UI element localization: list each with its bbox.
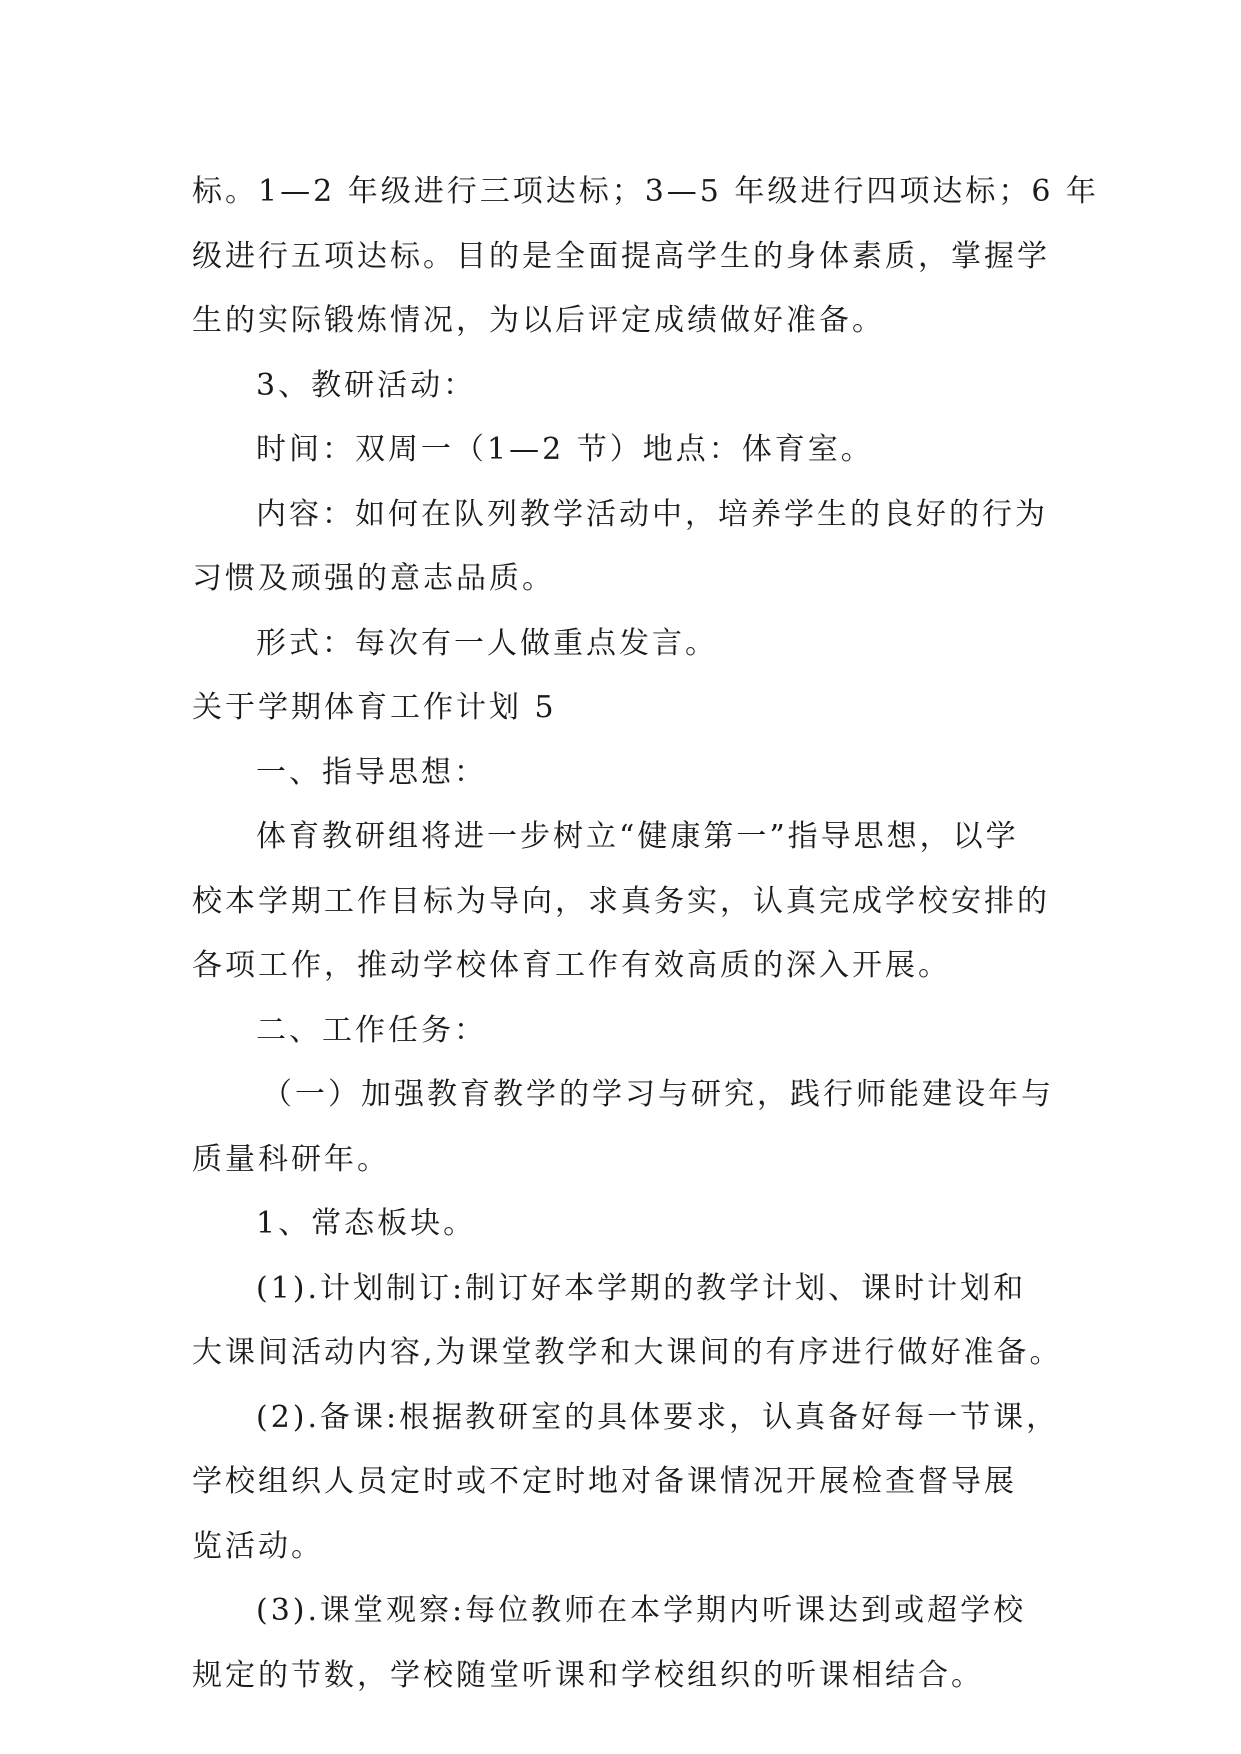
paragraph-line: (3).课堂观察:每位教师在本学期内听课达到或超学校 [256,1593,1027,1628]
paragraph-line: 规定的节数，学校随堂听课和学校组织的听课相结合。 [192,1657,984,1693]
document-title: 关于学期体育工作计划 5 [192,690,557,725]
paragraph-line: 形式：每次有一人做重点发言。 [256,625,718,661]
paragraph-line: 级进行五项达标。目的是全面提高学生的身体素质，掌握学 [192,238,1050,274]
section-heading: 一、指导思想： [256,754,487,790]
paragraph-line: 内容：如何在队列教学活动中，培养学生的良好的行为 [256,496,1048,532]
section-heading: 3、教研活动： [256,367,477,403]
paragraph-line: 校本学期工作目标为导向，求真务实，认真完成学校安排的 [192,883,1050,919]
paragraph-line: 习惯及顽强的意志品质。 [192,561,555,596]
paragraph-line: 览活动。 [192,1528,324,1564]
section-heading: 二、工作任务： [256,1012,487,1048]
paragraph-line: 生的实际锻炼情况，为以后评定成绩做好准备。 [192,303,885,338]
paragraph-line: 各项工作，推动学校体育工作有效高质的深入开展。 [192,948,951,983]
paragraph-line: 学校组织人员定时或不定时地对备课情况开展检查督导展 [192,1464,1017,1499]
document-body [192,160,1100,1708]
paragraph-line: （一）加强教育教学的学习与研究，践行师能建设年与 [262,1077,1054,1112]
paragraph-line: 标。1—2 年级进行三项达标；3—5 年级进行四项达标；6 年 [192,174,1100,209]
section-heading: 1、常态板块。 [256,1206,477,1241]
paragraph-line: (2).备课:根据教研室的具体要求，认真备好每一节课， [256,1399,1060,1435]
paragraph-line: 质量科研年。 [192,1141,390,1177]
paragraph-line: (1).计划制订:制订好本学期的教学计划、课时计划和 [256,1270,1027,1306]
paragraph-line: 体育教研组将进一步树立“健康第一”指导思想，以学 [256,819,1019,854]
paragraph-line: 大课间活动内容,为课堂教学和大课间的有序进行做好准备。 [192,1335,1063,1370]
paragraph-line: 时间：双周一（1—2 节）地点：体育室。 [256,432,874,467]
